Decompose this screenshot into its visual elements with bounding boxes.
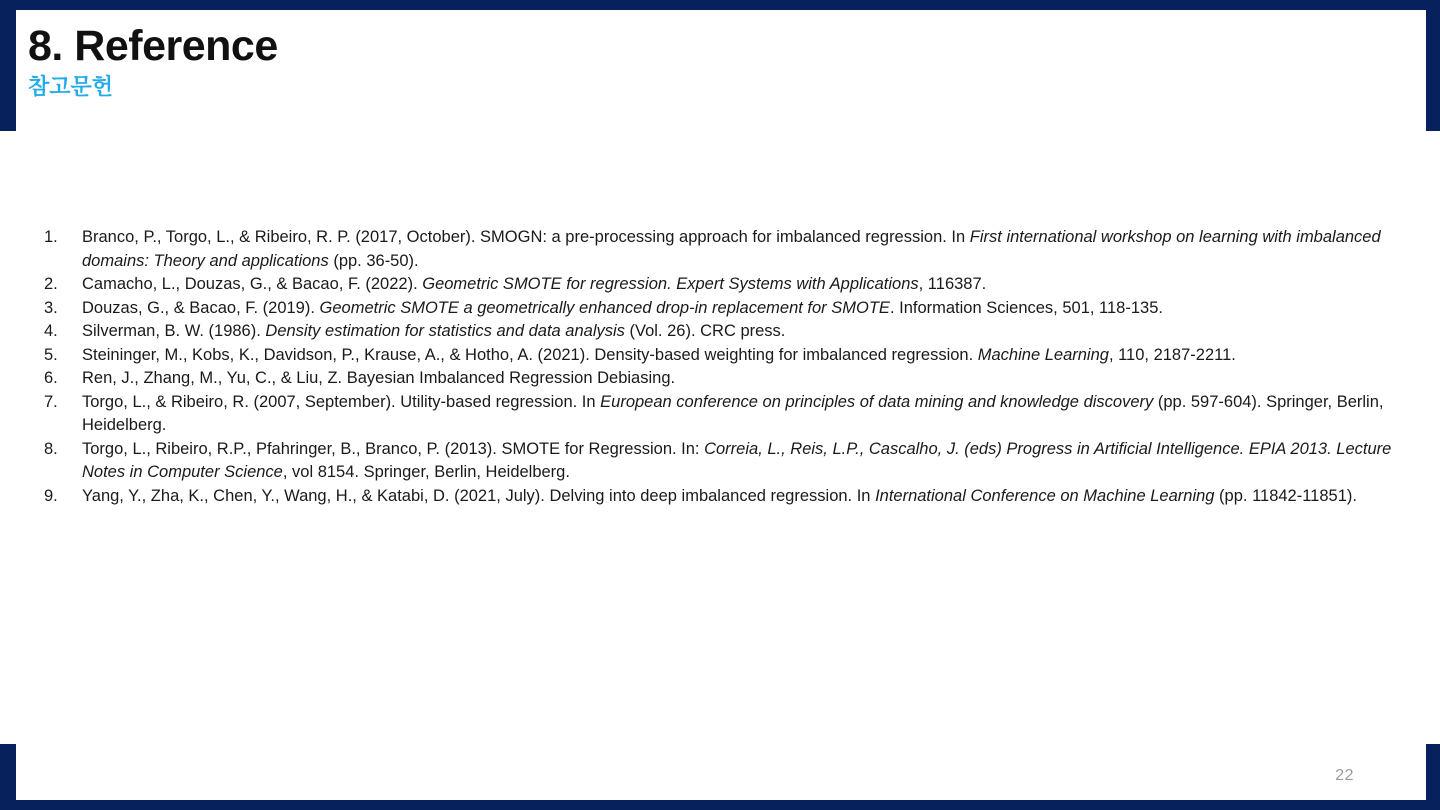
reference-segment: , vol 8154. Springer, Berlin, Heidelberg.	[282, 463, 570, 481]
reference-title-italic: European conference on principles of data mining and knowledge discovery	[600, 392, 1154, 411]
reference-title-italic: Geometric SMOTE a geometrically enhanced drop-in replacement for SMOTE	[319, 298, 890, 317]
reference-segment: Douzas, G., & Bacao, F. (2019).	[82, 298, 320, 317]
page-title: 8. Reference	[28, 22, 278, 70]
slide-header	[28, 24, 928, 99]
reference-segment: Torgo, L., Ribeiro, R.P., Pfahringer, B., Branco, P. (2013). SMOTE for Regression. In:	[82, 439, 705, 458]
reference-segment: Camacho, L., Douzas, G., & Bacao, F. (2022).	[82, 275, 423, 293]
reference-segment: (pp. 36-50).	[328, 251, 419, 270]
reference-item	[36, 297, 1396, 321]
reference-segment: Torgo, L., & Ribeiro, R. (2007, September). Utility-based regression. In	[82, 392, 601, 411]
reference-item	[36, 273, 1396, 297]
reference-number: 3.	[44, 298, 58, 317]
reference-number: 4.	[44, 322, 58, 340]
reference-item	[36, 438, 1396, 485]
reference-number: 7.	[44, 392, 58, 411]
reference-item	[36, 367, 1396, 391]
reference-segment: (pp. 11842-11851).	[1214, 486, 1357, 505]
page-subtitle: 참고문헌	[28, 74, 114, 100]
reference-segment: Silverman, B. W. (1986).	[82, 322, 266, 340]
reference-text	[82, 438, 1396, 485]
bottom-navy-border	[0, 800, 1440, 810]
reference-list	[36, 226, 1396, 508]
reference-text	[82, 391, 1396, 438]
reference-text	[82, 367, 1396, 391]
reference-number: 2.	[44, 275, 58, 293]
reference-number: 9.	[44, 486, 58, 505]
reference-segment: (Vol. 26). CRC press.	[624, 322, 786, 340]
reference-number: 5.	[44, 345, 58, 364]
reference-item	[36, 391, 1396, 438]
reference-text	[82, 297, 1396, 321]
top-left-navy-accent	[0, 0, 16, 131]
bottom-left-navy-accent	[0, 744, 16, 810]
reference-item	[36, 320, 1396, 344]
top-navy-border	[0, 0, 1440, 10]
reference-title-italic: Geometric SMOTE for regression. Expert Systems with Applications	[422, 275, 919, 293]
reference-title-italic: Correia, L., Reis, L.P., Cascalho, J. (eds) Progress in Artificial Intelligence. EPIA 2013. Lecture Notes in Computer Science	[82, 439, 1392, 481]
reference-segment: Steininger, M., Kobs, K., Davidson, P., Krause, A., & Hotho, A. (2021). Density-based weighting for imbalanced regression.	[82, 345, 978, 364]
reference-segment: , 110, 2187-2211.	[1108, 345, 1236, 364]
reference-text	[82, 485, 1396, 509]
reference-text	[82, 344, 1396, 368]
reference-segment: . Information Sciences, 501, 118-135.	[889, 298, 1163, 317]
reference-title-italic: Density estimation for statistics and data analysis	[265, 322, 625, 340]
reference-number: 6.	[44, 369, 58, 387]
reference-segment: Ren, J., Zhang, M., Yu, C., & Liu, Z. Bayesian Imbalanced Regression Debiasing.	[82, 369, 676, 387]
page-number: 22	[1335, 767, 1354, 784]
reference-segment: (pp. 597-604). Springer, Berlin, Heidelberg.	[82, 392, 1384, 434]
reference-title-italic: Machine Learning	[977, 345, 1109, 364]
reference-item	[36, 485, 1396, 509]
reference-number: 1.	[44, 228, 58, 246]
reference-item	[36, 344, 1396, 368]
reference-text	[82, 226, 1396, 273]
reference-item	[36, 226, 1396, 273]
reference-segment: , 116387.	[918, 275, 987, 293]
reference-title-italic: International Conference on Machine Learning	[875, 486, 1215, 505]
reference-title-italic: First international workshop on learning with imbalanced domains: Theory and applications	[82, 228, 1381, 270]
reference-text	[82, 273, 1396, 297]
reference-text	[82, 320, 1396, 344]
bottom-right-navy-accent	[1426, 744, 1440, 810]
reference-segment: Branco, P., Torgo, L., & Ribeiro, R. P. (2017, October). SMOGN: a pre-processing approach for imbalanced regression. In	[82, 228, 970, 246]
reference-number: 8.	[44, 439, 58, 458]
top-right-navy-accent	[1426, 0, 1440, 131]
reference-segment: Yang, Y., Zha, K., Chen, Y., Wang, H., & Katabi, D. (2021, July). Delving into deep imbalanced regression. In	[82, 486, 876, 505]
